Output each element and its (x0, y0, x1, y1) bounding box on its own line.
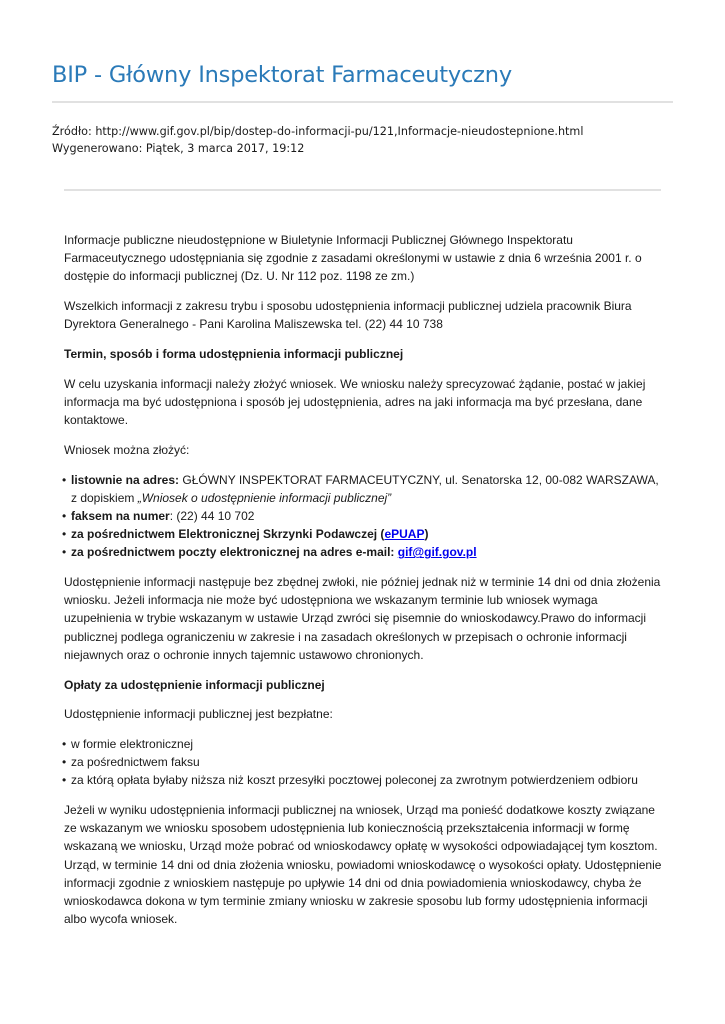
list-item-postal (64, 471, 664, 507)
list-item: • za pośrednictwem faksu (64, 753, 664, 771)
list-item-email (64, 543, 664, 561)
submit-methods-list (64, 471, 664, 562)
epuap-text (71, 527, 428, 541)
fax-number: : (22) 44 10 702 (169, 508, 255, 523)
delay-paragraph: Udostępnienie informacji następuje bez zbędnej zwłoki, nie później jednak niż w terminie 14 dni od dnia złożenia wniosku. Jeżeli informacja nie może być udostępniona we wskazanym terminie lub wniosek wymaga uzupełnienia w trybie wskazanym w ustawie Urząd zwróci się pisemnie do wnioskodawcy.Prawo do informacji publicznej podlega ograniczeniu w zakresie i na zasadach określonych w przepisach o ochronie informacji niejawnych oraz o ochronie innych tajemnic ustawowo chronionych. (64, 575, 661, 662)
meta-divider (64, 189, 661, 191)
free-intro: Udostępnienie informacji publicznej jest bezpłatne: (64, 707, 333, 722)
list-item: • w formie elektronicznej (64, 735, 664, 753)
postal-text: GŁÓWNY INSPEKTORAT FARMACEUTYCZNY, ul. Senatorska 12, 00-082 WARSZAWA, z dopiskiem (71, 472, 659, 505)
request-paragraph: W celu uzyskania informacji należy złożyć wniosek. We wniosku należy sprecyzować żądanie, postać w jakiej informacja ma być udostępniona i sposób jej udostępnienia, adres na jaki informacja ma być przesłana, dane kontaktowe. (64, 376, 646, 428)
email-link[interactable]: gif@gif.gov.pl (397, 545, 477, 560)
page-title: BIP - Główny Inspektorat Farmaceutyczny (52, 62, 512, 88)
fees-heading: Opłaty za udostępnienie informacji publicznej (64, 677, 325, 692)
email-text (71, 545, 477, 559)
epuap-close: ) (424, 527, 429, 542)
postal-label: listownie na adres: (71, 472, 180, 487)
fax-label: faksem na numer (71, 508, 170, 523)
free-conditions-list (64, 735, 664, 790)
terms-heading: Termin, sposób i forma udostępnienia informacji publicznej (64, 347, 404, 362)
generated-line: Wygenerowano: Piątek, 3 marca 2017, 19:12 (52, 141, 305, 155)
page-meta (52, 124, 583, 157)
source-line: Źródło: http://www.gif.gov.pl/bip/dostep-do-informacji-pu/121,Informacje-nieudostepnione.html (52, 125, 584, 138)
submit-intro: Wniosek można złożyć: (64, 442, 190, 457)
contact-paragraph: Wszelkich informacji z zakresu trybu i sposobu udostępnienia informacji publicznej udziela pracownik Biura Dyrektora Generalnego - Pani Karolina Maliszewska tel. (22) 44 10 738 (64, 299, 632, 332)
list-item: • za którą opłata byłaby niższa niż koszt przesyłki pocztowej poleconej za zwrotnym potwierdzeniem odbioru (64, 771, 664, 789)
epuap-label: za pośrednictwem Elektronicznej Skrzynki Podawczej ( (71, 527, 385, 542)
costs-paragraph: Jeżeli w wyniku udostępnienia informacji publicznej na wniosek, Urząd ma ponieść dodatkowe koszty związane ze wskazanym we wniosku sposobem udostępnienia lub koniecznością przekształcenia informacji w formę wskazaną we wniosku, Urząd może pobrać od wnioskodawcy opłatę w wysokości odpowiadającej tym kosztom. Urząd, w terminie 14 dni od dnia złożenia wniosku, powiadomi wnioskodawcę o wysokości opłaty. Udostępnienie informacji zgodnie z wnioskiem następuje po upływie 14 dni od dnia powiadomienia wnioskodawcy, chyba że wnioskodawca dokona w tym terminie zmiany wniosku w zakresie sposobu lub formy udostępnienia informacji albo wycofa wniosek. (64, 803, 662, 927)
intro-paragraph: Informacje publiczne nieudostępnione w Biuletynie Informacji Publicznej Głównego Inspektoratu Farmaceutycznego udostępniania się zgodnie z zasadami określonymi w ustawie z dnia 6 września 2001 r. o dostępie do informacji publicznej (Dz. U. Nr 112 poz. 1198 ze zm.) (64, 233, 642, 284)
list-item-fax (64, 507, 664, 525)
email-label: za pośrednictwem poczty elektronicznej na adres e-mail: (71, 545, 398, 560)
title-divider (52, 101, 673, 103)
list-item-epuap (64, 525, 664, 543)
epuap-link[interactable]: ePUAP (384, 527, 425, 542)
postal-note: „Wniosek o udostępnienie informacji publicznej” (137, 490, 392, 505)
article-content (64, 231, 664, 940)
